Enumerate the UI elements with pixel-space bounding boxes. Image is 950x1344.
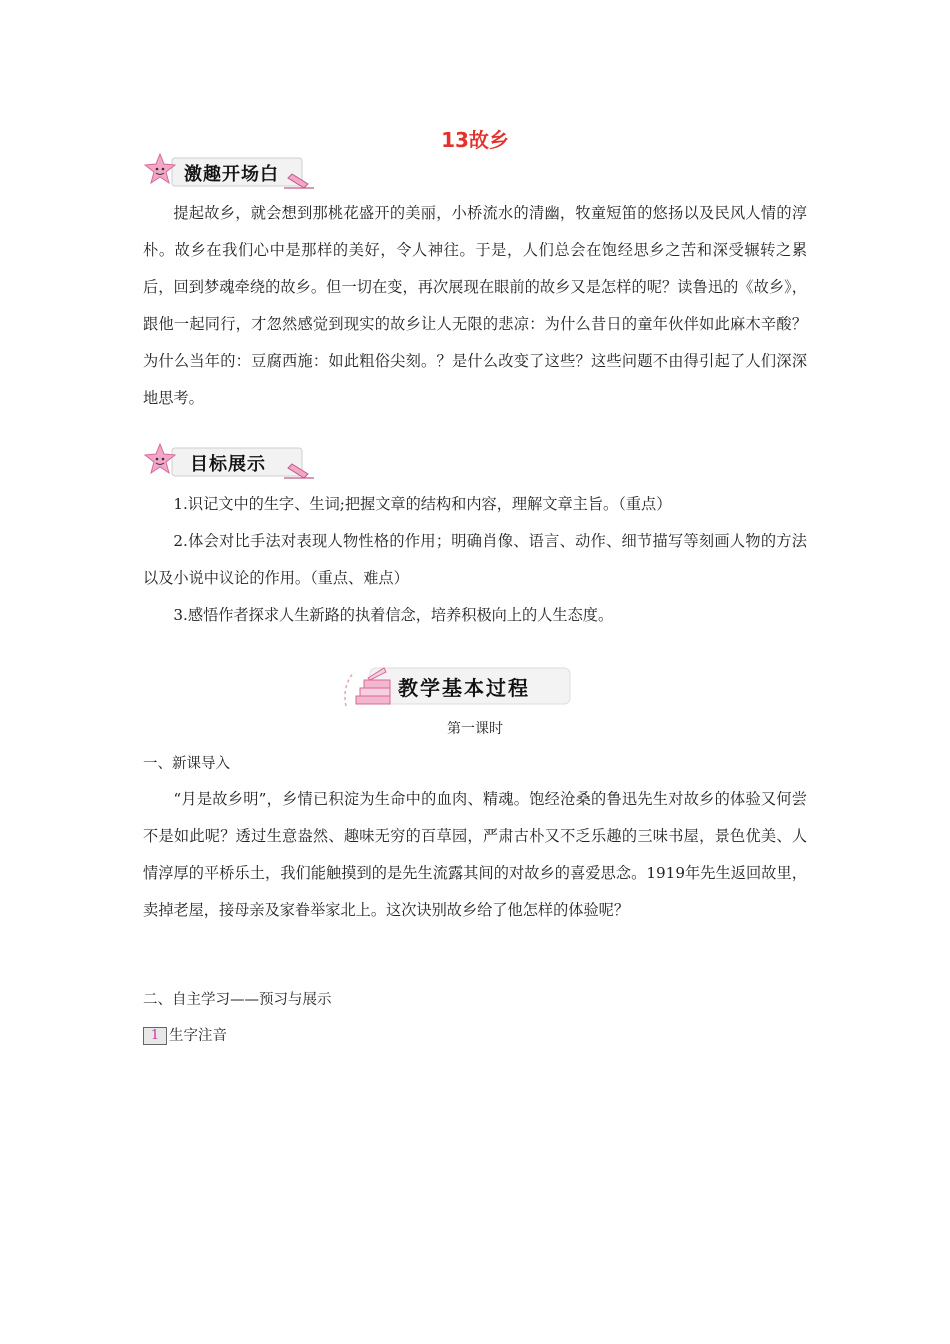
step-label: 生字注音 [169, 1028, 227, 1044]
goal-item: 3.感悟作者探求人生新路的执着信念，培养积极向上的人生态度。 [173, 606, 614, 624]
page-title: 13故乡 [441, 128, 509, 152]
goal-item: 2.体会对比手法对表现人物性格的作用；明确肖像、语言、动作、细节描写等刻画人物的方法以及小说中议论的作用。（重点、难点） [143, 532, 807, 587]
part1-paragraph: “月是故乡明”，乡情已积淀为生命中的血肉、精魂。饱经沧桑的鲁迅先生对故乡的体验又何尝不是如此呢？透过生意盎然、趣味无穷的百草园，严肃古朴又不乏乐趣的三味书屋，景色优美、人情淳厚的平桥乐土，我们能触摸到的是先生流露其间的对故乡的喜爱思念。1919年先生返回故里，卖掉老屋，接母亲及家眷举家北上。这次诀别故乡给了他怎样的体验呢？ [143, 790, 807, 919]
step-number-badge: 1 [143, 1027, 167, 1045]
section-banner-intro [144, 150, 319, 194]
goal-item: 1.识记文中的生字、生词;把握文章的结构和内容，理解文章主旨。（重点） [173, 495, 672, 513]
process-banner [340, 662, 576, 712]
section-heading-intro: 激趣开场白 [184, 164, 279, 185]
lesson-label: 第一课时 [447, 721, 503, 737]
section-heading-goals: 目标展示 [190, 454, 266, 475]
part2-title: 二、自主学习——预习与展示 [143, 992, 332, 1008]
part1-title: 一、新课导入 [143, 756, 230, 772]
step-row [143, 1022, 807, 1050]
section-banner-goals [144, 440, 319, 484]
process-heading: 教学基本过程 [398, 676, 530, 700]
intro-paragraph: 提起故乡，就会想到那桃花盛开的美丽，小桥流水的清幽，牧童短笛的悠扬以及民风人情的淳朴。故乡在我们心中是那样的美好，令人神往。于是，人们总会在饱经思乡之苦和深受辗转之累后，回到梦魂牵绕的故乡。但一切在变，再次展现在眼前的故乡又是怎样的呢？读鲁迅的《故乡》，跟他一起同行，才忽然感觉到现实的故乡让人无限的悲凉：为什么昔日的童年伙伴如此麻木辛酸？为什么当年的：豆腐西施：如此粗俗尖刻。？是什么改变了这些？这些问题不由得引起了人们深深地思考。 [143, 204, 807, 407]
